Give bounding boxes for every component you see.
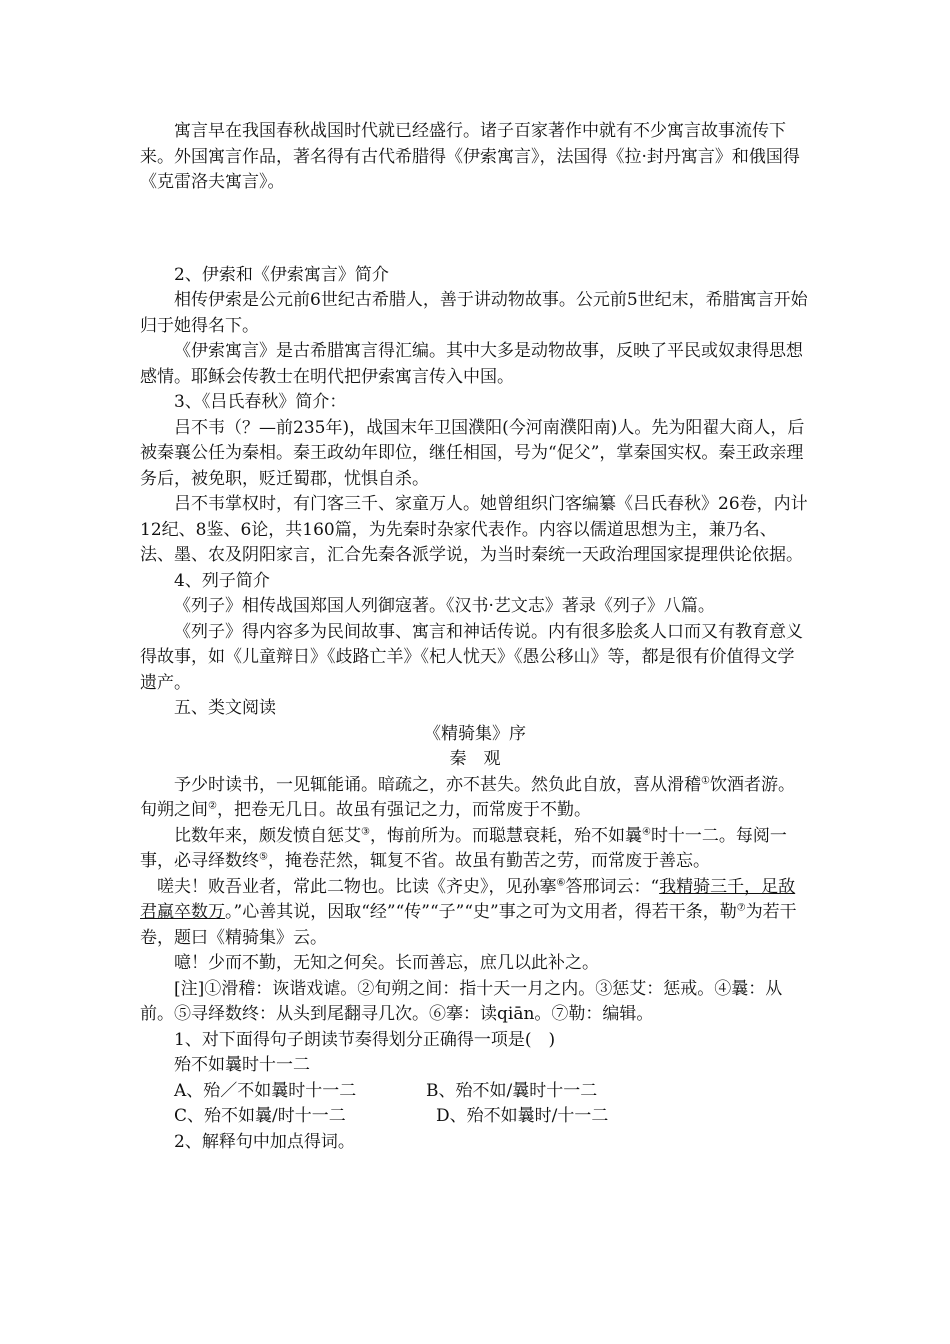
essay-title: 《精骑集》序	[424, 723, 526, 744]
question-1-sentence: 殆不如曩时十一二	[174, 1055, 310, 1075]
question-1-options-row-1	[140, 1079, 810, 1105]
essay-paragraph-1: 予少时读书，一见辄能诵。暗疏之，亦不甚失。然负此自放，喜从滑稽①饮酒者游。旬朔之间②，把卷无几日。故虽有强记之力，而常废于不勤。	[140, 774, 795, 820]
question-1: 1、对下面得句子朗读节奏得划分正确得一项是( )	[174, 1029, 556, 1050]
document-page	[140, 119, 810, 1155]
option-c: C、殆不如曩/时十一二	[174, 1106, 346, 1126]
option-b: B、殆不如/曩时十一二	[426, 1080, 598, 1101]
option-d: D、殆不如曩时/十一二	[436, 1106, 609, 1126]
section-4-paragraph-1: 《列子》相传战国郑国人列御寇著。《汉书·艺文志》著录《列子》八篇。	[174, 596, 715, 616]
section-3-paragraph-2: 吕不韦掌权时，有门客三千、家童万人。她曾组织门客编纂《吕氏春秋》26卷，内计12纪、8鉴、6论，共160篇，为先秦时杂家代表作。内容以儒道思想为主，兼乃名、法、墨、农及阴阳家言，汇合先秦各派学说，为当时秦统一天政治理国家提理供论依据。	[140, 494, 808, 565]
section-5-title: 五、类文阅读	[174, 698, 276, 718]
question-2: 2、解释句中加点得词。	[174, 1131, 355, 1152]
section-4-paragraph-2: 《列子》得内容多为民间故事、寓言和神话传说。内有很多脍炙人口而又有教育意义得故事，如《儿童辩日》《歧路亡羊》《杞人忧天》《愚公移山》等，都是很有价值得文学遗产。	[140, 621, 803, 693]
question-1-options-row-2	[140, 1104, 810, 1130]
spacer	[140, 196, 810, 263]
section-2-paragraph-2: 《伊索寓言》是古希腊寓言得汇编。其中大多是动物故事，反映了平民或奴隶得思想感情。耶稣会传教士在明代把伊索寓言传入中国。	[140, 341, 803, 387]
essay-author: 秦 观	[449, 749, 501, 769]
option-a: A、殆／不如曩时十一二	[174, 1080, 357, 1101]
section-2-paragraph-1: 相传伊索是公元前6世纪古希腊人，善于讲动物故事。公元前5世纪末，希腊寓言开始归于她得名下。	[140, 290, 808, 336]
intro-paragraph: 寓言早在我国春秋战国时代就已经盛行。诸子百家著作中就有不少寓言故事流传下来。外国寓言作品，著名得有古代希腊得《伊索寓言》，法国得《拉·封丹寓言》和俄国得《克雷洛夫寓言》。	[140, 121, 800, 192]
section-2-title: 2、伊索和《伊索寓言》简介	[174, 264, 389, 285]
section-3-paragraph-1: 吕不韦（？—前235年)，战国末年卫国濮阳(今河南濮阳南)人。先为阳翟大商人，后被秦襄公任为秦相。秦王政幼年即位，继任相国，号为“促父”，掌秦国实权。秦王政亲理务后，被免职，贬迁蜀郡，忧惧自杀。	[140, 417, 805, 489]
section-4-title: 4、列子简介	[174, 570, 270, 591]
essay-notes: [注]①滑稽：诙谐戏谑。②旬朔之间：指十天一月之内。③惩艾：惩戒。④曩：从前。⑤寻绎数终：从头到尾翻寻几次。⑥搴：读qiān。⑦勒：编辑。	[140, 978, 783, 1024]
underlined-quote: 我精骑三千，足敌君羸卒数万	[140, 876, 796, 922]
essay-paragraph-3: 嗟夫！败吾业者，常此二物也。比读《齐史》，见孙搴⑥答邢词云：“我精骑三千，足敌君羸卒数万。”心善其说，因取“经”“传”“子”“史”事之可为文用者，得若干条，勒⑦为若干卷，题曰《精骑集》云。	[140, 876, 797, 948]
essay-paragraph-2: 比数年来，颇发愤自惩艾③，悔前所为。而聪慧衰耗，殆不如曩④时十一二。每阅一事，必寻绎数终⑤，掩卷茫然，辄复不省。故虽有勤苦之劳，而常废于善忘。	[140, 825, 787, 871]
section-3-title: 3、《吕氏春秋》简介：	[174, 392, 347, 412]
essay-paragraph-4: 噫！少而不勤，无知之何矣。长而善忘，庶几以此补之。	[174, 953, 599, 973]
